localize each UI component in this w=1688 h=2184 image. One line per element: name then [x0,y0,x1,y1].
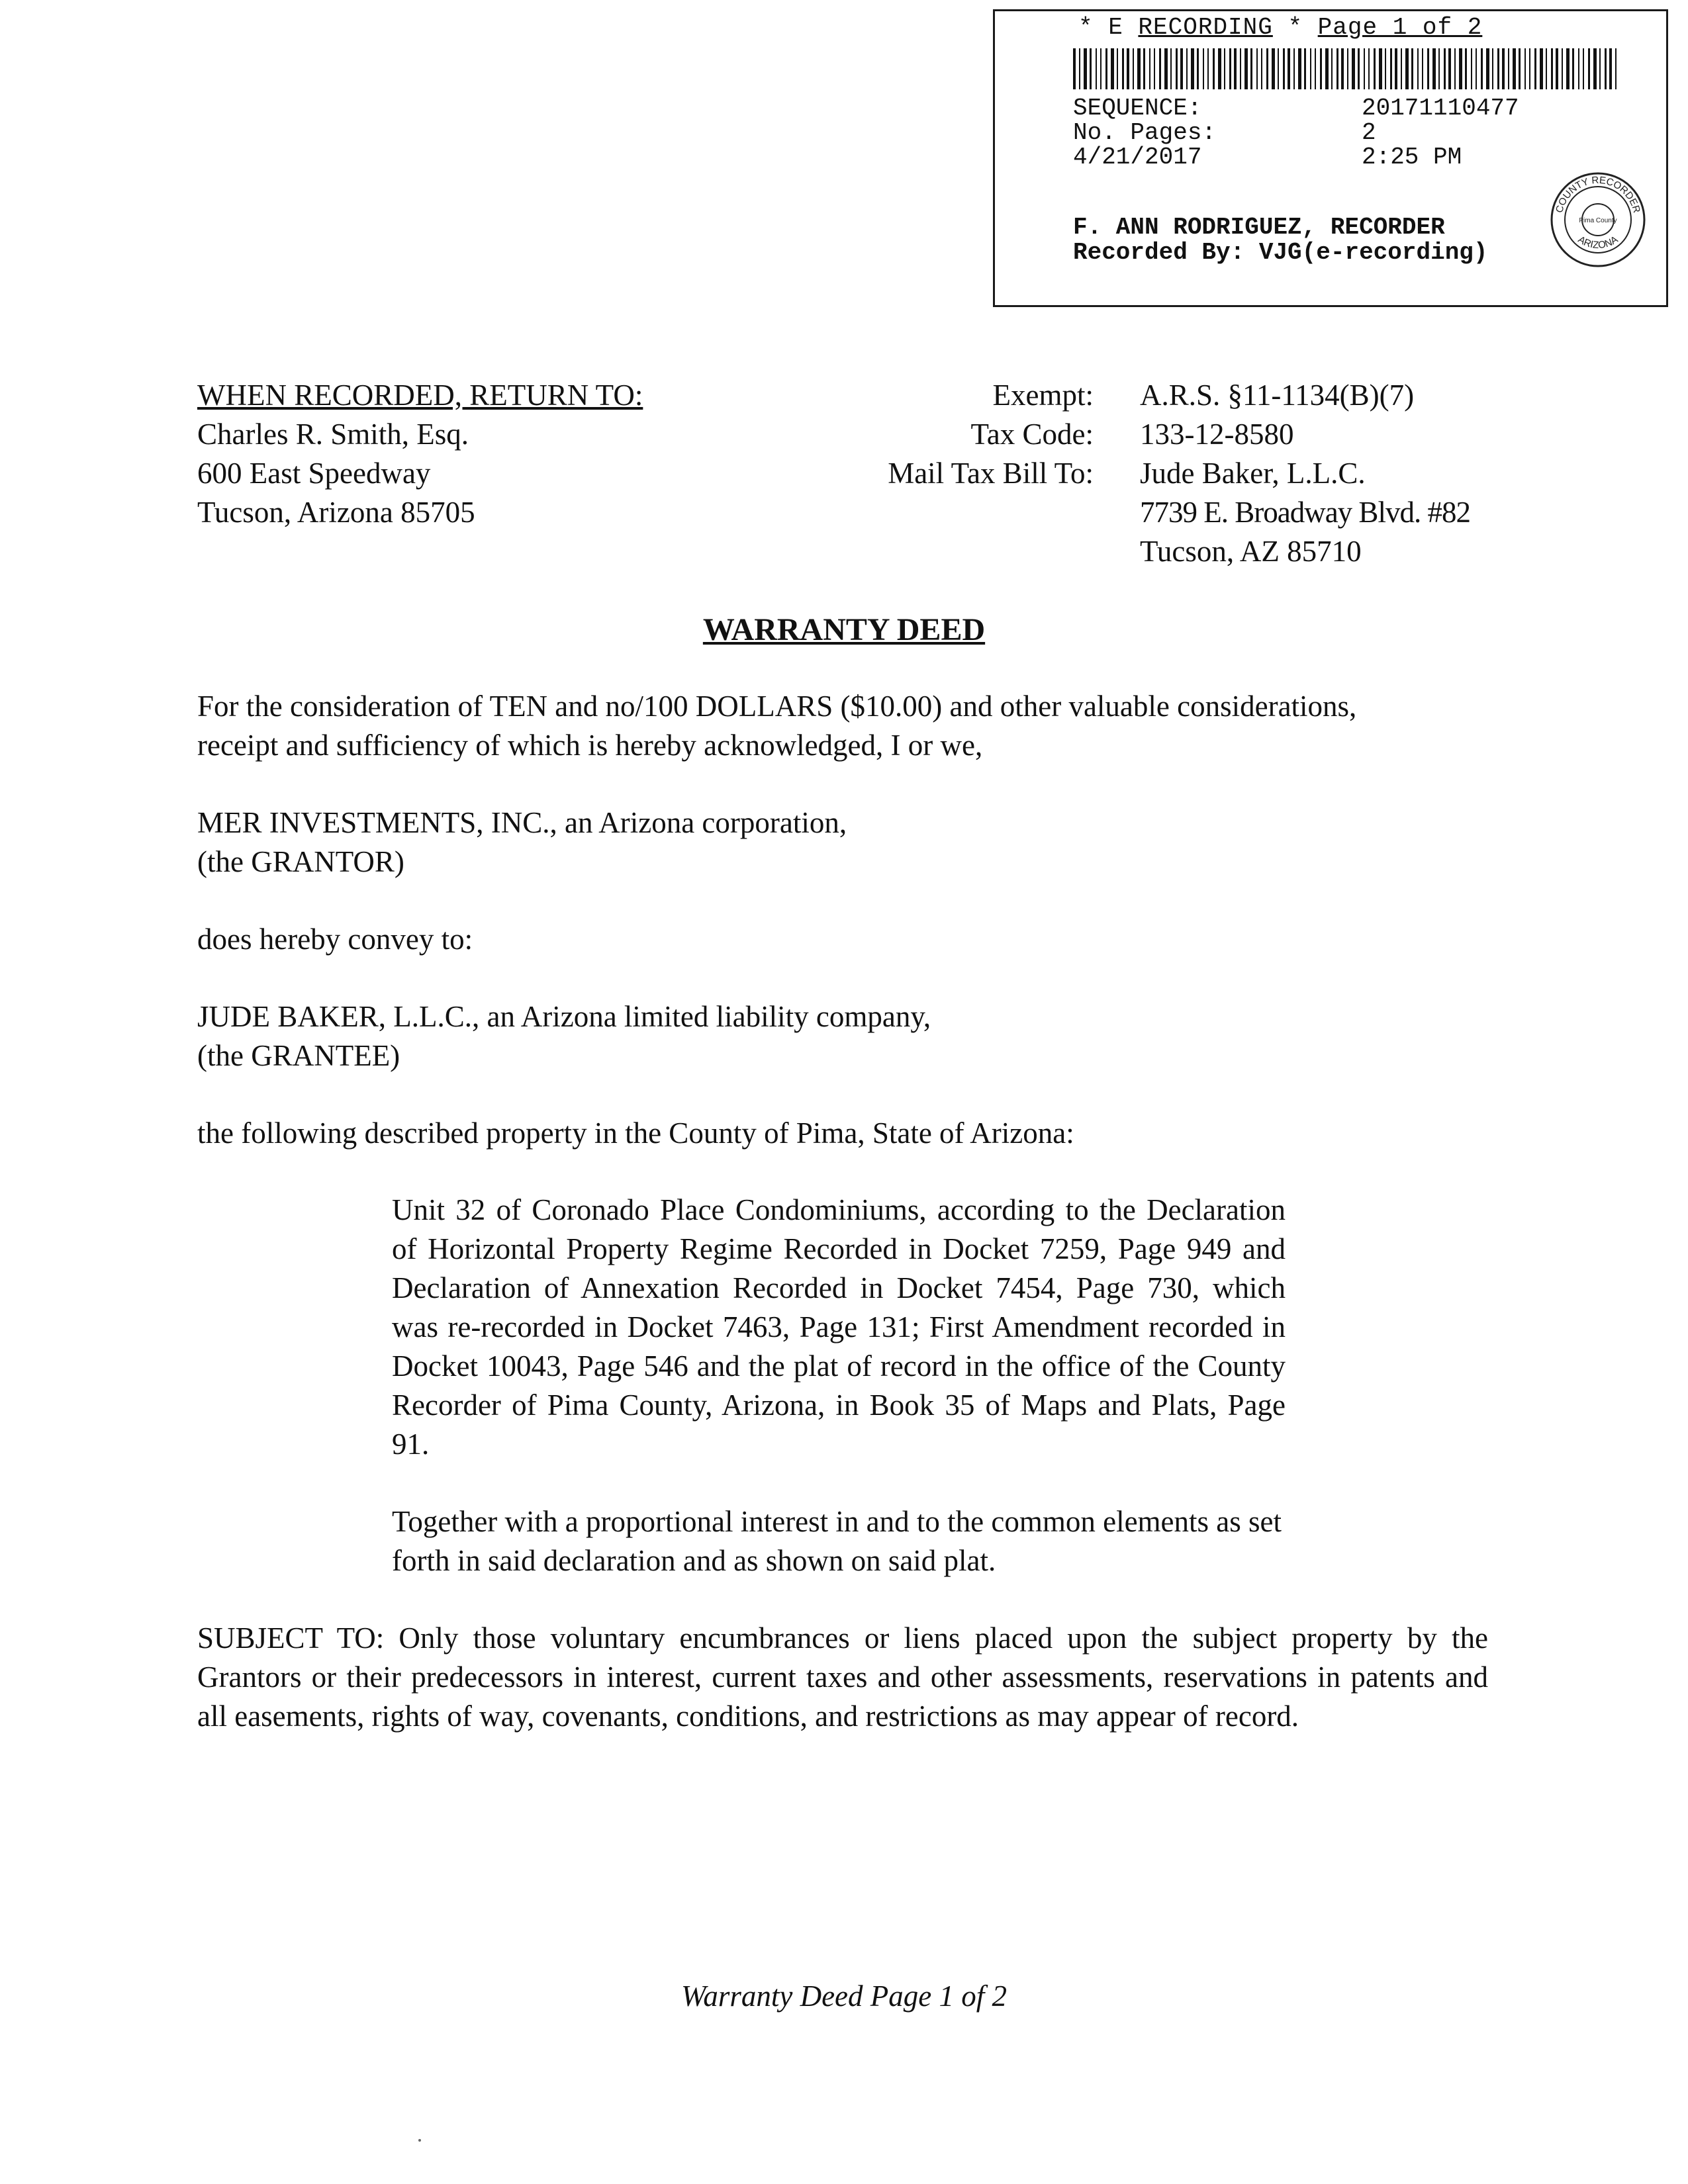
exempt-value: A.R.S. §11-1134(B)(7) [1140,379,1415,412]
barcode-bar [1261,48,1262,89]
subject-to-clause: SUBJECT TO: Only those voluntary encumbrances or liens placed upon the subject property by the Grantors or their predecessors in interest, current taxes and other assessments, reservations in patents and all easements, rights of way, covenants, conditions, and restrictions as may appear of record. [197,1621,1488,1733]
convey-statement: does hereby convey to: [197,923,473,956]
barcode-bar [1593,48,1597,89]
barcode-bar [1320,48,1322,89]
sequence-value: 20171110477 [1362,95,1519,122]
sequence-label: SEQUENCE: [1073,95,1202,122]
barcode-bar [1454,48,1456,89]
barcode-bar [1176,48,1178,89]
barcode-bar [1207,48,1209,89]
document-title: WARRANTY DEED [702,612,986,647]
barcode-bar [1272,48,1275,89]
barcode-bar [1266,48,1268,89]
barcode-bar [1164,48,1168,89]
grantor-role: (the GRANTOR) [197,845,404,878]
barcode-bar [1432,48,1436,89]
recorder-name: F. ANN RODRIGUEZ, RECORDER [1073,214,1445,241]
barcode-bar [1137,48,1141,89]
exempt-label: Exempt: [992,379,1094,412]
barcode-bar [1551,48,1553,89]
barcode-bar [1572,48,1574,89]
tax-code-value: 133-12-8580 [1140,418,1294,451]
barcode-bar [1298,48,1301,89]
recording-time: 2:25 PM [1362,144,1462,171]
svg-text:Pima County: Pima County [1579,217,1617,224]
barcode-bar [1234,48,1237,89]
barcode-bar [1084,48,1087,89]
barcode-bar [1278,48,1279,89]
barcode-bar [1122,48,1124,89]
barcode-bar [1073,48,1076,89]
barcode-bar [1304,48,1306,89]
barcode-bar [1154,48,1155,89]
barcode-bar [1310,48,1311,89]
barcode-bar [1090,48,1092,89]
barcode-bar [1465,48,1467,89]
legal-description: Unit 32 of Coronado Place Condominiums, according to the Declaration of Horizontal Property Regime Recorded in Docket 7259, Page 949 and Declaration of Annexation Recorded in Docket 7454, Page 730, which was re-recorded in Docket 7463, Page 131; First Amendment recorded in Docket 10043, Page 546 and the plat of record in the office of the County Recorder of Pima County, Arizona, in Book 35 of Maps and Plats, Page 91. [392,1193,1286,1461]
barcode-bar [1524,48,1526,89]
barcode-bar [1519,48,1521,89]
barcode-bar [1605,48,1607,89]
barcode-bar [1385,48,1386,89]
barcode-bar [1127,48,1129,89]
return-to-street: 600 East Speedway [197,457,431,490]
barcode-bar [1143,48,1145,89]
mail-street: 7739 E. Broadway Blvd. #82 [1140,496,1470,529]
barcode-bar [1417,48,1419,89]
barcode-bar [1497,48,1499,89]
barcode-bar [1513,48,1516,89]
barcode-bar [1546,48,1547,89]
barcode-bar [1244,48,1248,89]
pages-label: No. Pages: [1073,119,1217,146]
barcode-bar [1471,48,1472,89]
recorded-by: Recorded By: VJG(e-recording) [1073,239,1488,266]
barcode-bar [1364,48,1365,89]
barcode-bar [1203,48,1204,89]
barcode-bar [1583,48,1584,89]
barcode-bar [1341,48,1344,89]
barcode-bar [1615,48,1617,89]
barcode-bar [1358,48,1360,89]
grantor-name: MER INVESTMENTS, INC., an Arizona corporation, [197,806,847,839]
consideration-line-2: receipt and sufficiency of which is hereby acknowledged, I or we, [197,729,983,762]
barcode-bar [1117,48,1118,89]
barcode-bar [1599,48,1601,89]
barcode-bar [1256,48,1258,89]
barcode-bar [1438,48,1440,89]
property-intro: the following described property in the County of Pima, State of Arizona: [197,1116,1074,1150]
svg-text:ARIZONA: ARIZONA [1575,234,1620,251]
barcode-bar [1588,48,1590,89]
barcode-bar [1315,48,1316,89]
barcode-bar [1170,48,1172,89]
barcode-bar [1540,48,1543,89]
barcode-bar [1197,48,1199,89]
barcode-bar [1293,48,1295,89]
barcode-bar [1100,48,1102,89]
recording-stamp [993,9,1668,307]
barcode-bar [1250,48,1252,89]
barcode-bar [1111,48,1114,89]
barcode-bar [1556,48,1558,89]
barcode-bar [1325,48,1329,89]
return-to-heading: WHEN RECORDED, RETURN TO: [197,379,643,412]
barcode-bar [1191,48,1194,89]
barcode-bar [1159,48,1161,89]
common-elements: Together with a proportional interest in and to the common elements as set forth in said declaration and as shown on said plat. [392,1505,1282,1577]
mail-tax-bill-label: Mail Tax Bill To: [888,457,1094,490]
county-seal-icon [1548,170,1648,269]
barcode-bar [1562,48,1563,89]
barcode-bar [1180,48,1183,89]
barcode-bar [1481,48,1483,89]
mail-name: Jude Baker, L.L.C. [1140,457,1366,490]
svg-text:COUNTY RECORDER: COUNTY RECORDER [1554,174,1642,214]
recording-date: 4/21/2017 [1073,144,1202,171]
barcode-bar [1379,48,1382,89]
barcode-bar [1502,48,1505,89]
barcode-bar [1229,48,1231,89]
barcode-bar [1459,48,1462,89]
barcode-bar [1133,48,1134,89]
barcode-bar [1096,48,1097,89]
barcode-bar [1288,48,1290,89]
barcode-bar [1213,48,1215,89]
barcode-bar [1508,48,1509,89]
barcode-bar [1336,48,1338,89]
barcode-bar [1079,48,1080,89]
barcode-bar [1448,48,1451,89]
grantee-name: JUDE BAKER, L.L.C., an Arizona limited liability company, [197,1000,931,1033]
barcode-bar [1444,48,1446,89]
barcode-bar [1390,48,1392,89]
barcode-bar [1374,48,1376,89]
barcode [1073,48,1622,89]
pages-value: 2 [1362,119,1376,146]
barcode-bar [1240,48,1241,89]
barcode-bar [1578,48,1579,89]
barcode-bar [1218,48,1221,89]
barcode-bar [1352,48,1355,89]
barcode-bar [1331,48,1333,89]
barcode-bar [1427,48,1429,89]
recording-header: * E RECORDING * Page 1 of 2 [1078,14,1483,41]
barcode-bar [1224,48,1225,89]
grantee-role: (the GRANTEE) [197,1039,400,1072]
tax-code-label: Tax Code: [970,418,1094,451]
barcode-bar [1476,48,1477,89]
barcode-bar [1283,48,1285,89]
barcode-bar [1347,48,1348,89]
barcode-bar [1422,48,1423,89]
barcode-bar [1401,48,1402,89]
barcode-bar [1105,48,1107,89]
barcode-bar [1149,48,1150,89]
return-to-city: Tucson, Arizona 85705 [197,496,475,529]
barcode-bar [1492,48,1493,89]
barcode-bar [1368,48,1370,89]
barcode-bar [1486,48,1489,89]
barcode-bar [1566,48,1570,89]
mail-city: Tucson, AZ 85710 [1140,535,1362,568]
barcode-bar [1395,48,1397,89]
barcode-bar [1405,48,1409,89]
barcode-bar [1534,48,1536,89]
page-footer: Warranty Deed Page 1 of 2 [680,1979,1007,2013]
barcode-bar [1186,48,1188,89]
return-to-name: Charles R. Smith, Esq. [197,418,469,451]
barcode-bar [1609,48,1612,89]
scan-speck [418,2139,421,2142]
consideration-line-1: For the consideration of TEN and no/100 DOLLARS ($10.00) and other valuable considerations, [197,690,1357,723]
barcode-bar [1529,48,1530,89]
barcode-bar [1411,48,1413,89]
